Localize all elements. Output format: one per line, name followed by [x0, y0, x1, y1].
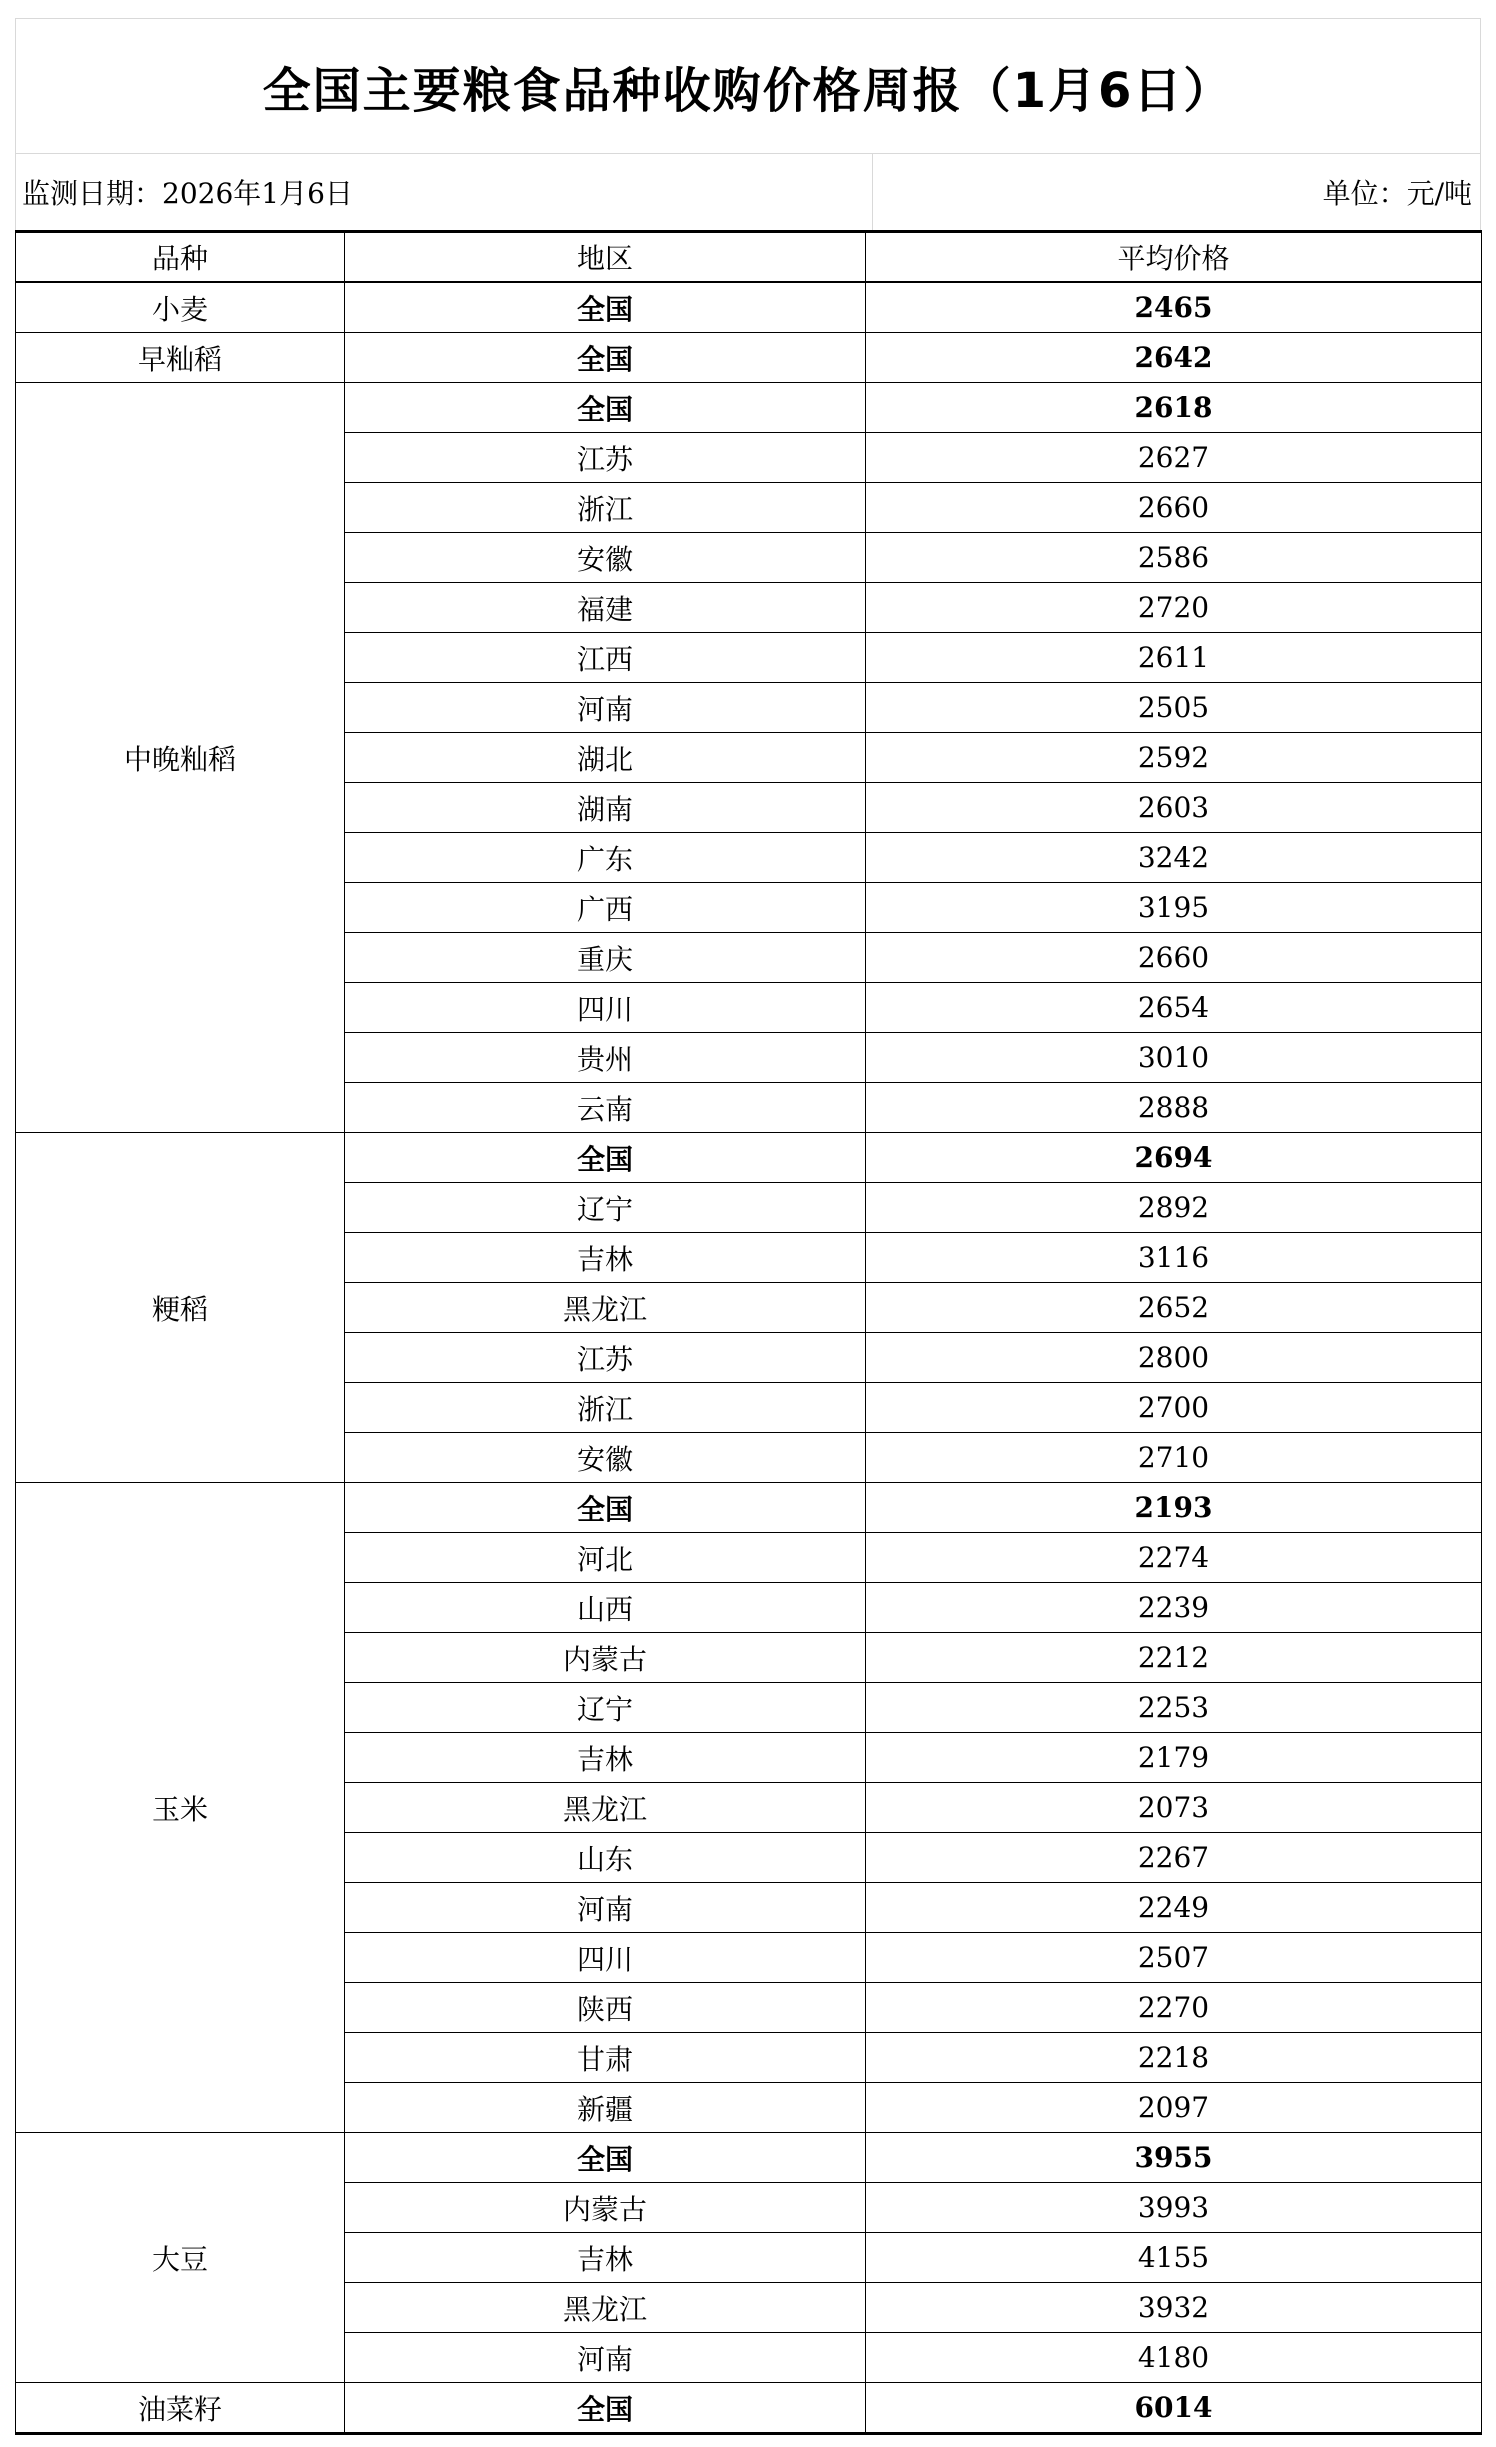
header-region: 地区: [345, 232, 866, 283]
region-cell: 重庆: [345, 933, 866, 983]
variety-cell: 小麦: [16, 282, 345, 333]
table-body: [16, 282, 1482, 2434]
region-cell: 安徽: [345, 1433, 866, 1483]
price-cell: 2073: [866, 1783, 1482, 1833]
price-cell: 2267: [866, 1833, 1482, 1883]
price-cell: 2603: [866, 783, 1482, 833]
price-cell: 2212: [866, 1633, 1482, 1683]
price-cell: 4155: [866, 2233, 1482, 2283]
region-cell: 云南: [345, 1083, 866, 1133]
region-cell: 全国: [345, 282, 866, 333]
price-cell: 3932: [866, 2283, 1482, 2333]
price-cell: 2652: [866, 1283, 1482, 1333]
region-cell: 全国: [345, 2133, 866, 2183]
table-header-row: [16, 232, 1482, 283]
unit-label: 单位：元/吨: [1322, 177, 1472, 210]
table-row: [16, 333, 1482, 383]
price-cell: 2193: [866, 1483, 1482, 1533]
region-cell: 黑龙江: [345, 1783, 866, 1833]
variety-cell: 中晚籼稻: [16, 383, 345, 1133]
price-cell: 2720: [866, 583, 1482, 633]
price-cell: 2618: [866, 383, 1482, 433]
region-cell: 安徽: [345, 533, 866, 583]
table-row: [16, 2133, 1482, 2183]
price-cell: 2800: [866, 1333, 1482, 1383]
region-cell: 黑龙江: [345, 2283, 866, 2333]
region-cell: 福建: [345, 583, 866, 633]
price-cell: 2097: [866, 2083, 1482, 2133]
region-cell: 吉林: [345, 1233, 866, 1283]
variety-cell: 大豆: [16, 2133, 345, 2383]
region-cell: 广西: [345, 883, 866, 933]
region-cell: 河北: [345, 1533, 866, 1583]
price-cell: 2274: [866, 1533, 1482, 1583]
region-cell: 浙江: [345, 483, 866, 533]
monitoring-date: 监测日期：2026年1月6日: [16, 154, 873, 230]
price-cell: 2586: [866, 533, 1482, 583]
region-cell: 全国: [345, 1133, 866, 1183]
price-cell: 2505: [866, 683, 1482, 733]
price-cell: 2465: [866, 282, 1482, 333]
price-cell: 3993: [866, 2183, 1482, 2233]
price-cell: 2660: [866, 933, 1482, 983]
price-cell: 2507: [866, 1933, 1482, 1983]
table-row: [16, 383, 1482, 433]
region-cell: 湖北: [345, 733, 866, 783]
price-cell: 2249: [866, 1883, 1482, 1933]
region-cell: 河南: [345, 1883, 866, 1933]
report-title: 全国主要粮食品种收购价格周报（1月6日）: [15, 18, 1481, 154]
region-cell: 江苏: [345, 433, 866, 483]
region-cell: 黑龙江: [345, 1283, 866, 1333]
price-cell: 4180: [866, 2333, 1482, 2383]
price-cell: 2654: [866, 983, 1482, 1033]
price-cell: 2611: [866, 633, 1482, 683]
price-cell: 2888: [866, 1083, 1482, 1133]
region-cell: 四川: [345, 1933, 866, 1983]
price-cell: 2892: [866, 1183, 1482, 1233]
region-cell: 陕西: [345, 1983, 866, 2033]
region-cell: 新疆: [345, 2083, 866, 2133]
price-cell: 2627: [866, 433, 1482, 483]
region-cell: 全国: [345, 333, 866, 383]
header-variety: 品种: [16, 232, 345, 283]
table-row: [16, 282, 1482, 333]
region-cell: 四川: [345, 983, 866, 1033]
price-table: [15, 230, 1482, 2435]
price-cell: 3010: [866, 1033, 1482, 1083]
price-cell: 2700: [866, 1383, 1482, 1433]
region-cell: 河南: [345, 2333, 866, 2383]
region-cell: 贵州: [345, 1033, 866, 1083]
region-cell: 内蒙古: [345, 2183, 866, 2233]
region-cell: 全国: [345, 2383, 866, 2434]
table-row: [16, 1133, 1482, 1183]
header-price: 平均价格: [866, 232, 1482, 283]
region-cell: 山东: [345, 1833, 866, 1883]
price-cell: 2592: [866, 733, 1482, 783]
variety-cell: 粳稻: [16, 1133, 345, 1483]
price-cell: 2710: [866, 1433, 1482, 1483]
meta-row: [15, 154, 1481, 230]
region-cell: 广东: [345, 833, 866, 883]
variety-cell: 玉米: [16, 1483, 345, 2133]
region-cell: 湖南: [345, 783, 866, 833]
variety-cell: 油菜籽: [16, 2383, 345, 2434]
price-cell: 3955: [866, 2133, 1482, 2183]
region-cell: 河南: [345, 683, 866, 733]
region-cell: 江西: [345, 633, 866, 683]
price-cell: 2239: [866, 1583, 1482, 1633]
price-cell: 2270: [866, 1983, 1482, 2033]
price-cell: 2660: [866, 483, 1482, 533]
region-cell: 甘肃: [345, 2033, 866, 2083]
region-cell: 全国: [345, 1483, 866, 1533]
table-row: [16, 1483, 1482, 1533]
price-report-sheet: [15, 18, 1481, 2435]
price-cell: 3242: [866, 833, 1482, 883]
price-cell: 2642: [866, 333, 1482, 383]
region-cell: 吉林: [345, 1733, 866, 1783]
price-cell: 2694: [866, 1133, 1482, 1183]
region-cell: 江苏: [345, 1333, 866, 1383]
region-cell: 全国: [345, 383, 866, 433]
price-cell: 3195: [866, 883, 1482, 933]
price-cell: 2253: [866, 1683, 1482, 1733]
region-cell: 辽宁: [345, 1683, 866, 1733]
price-cell: 2218: [866, 2033, 1482, 2083]
price-cell: 3116: [866, 1233, 1482, 1283]
region-cell: 浙江: [345, 1383, 866, 1433]
region-cell: 吉林: [345, 2233, 866, 2283]
region-cell: 内蒙古: [345, 1633, 866, 1683]
region-cell: 辽宁: [345, 1183, 866, 1233]
region-cell: 山西: [345, 1583, 866, 1633]
price-cell: 2179: [866, 1733, 1482, 1783]
variety-cell: 早籼稻: [16, 333, 345, 383]
price-cell: 6014: [866, 2383, 1482, 2434]
table-row: [16, 2383, 1482, 2434]
